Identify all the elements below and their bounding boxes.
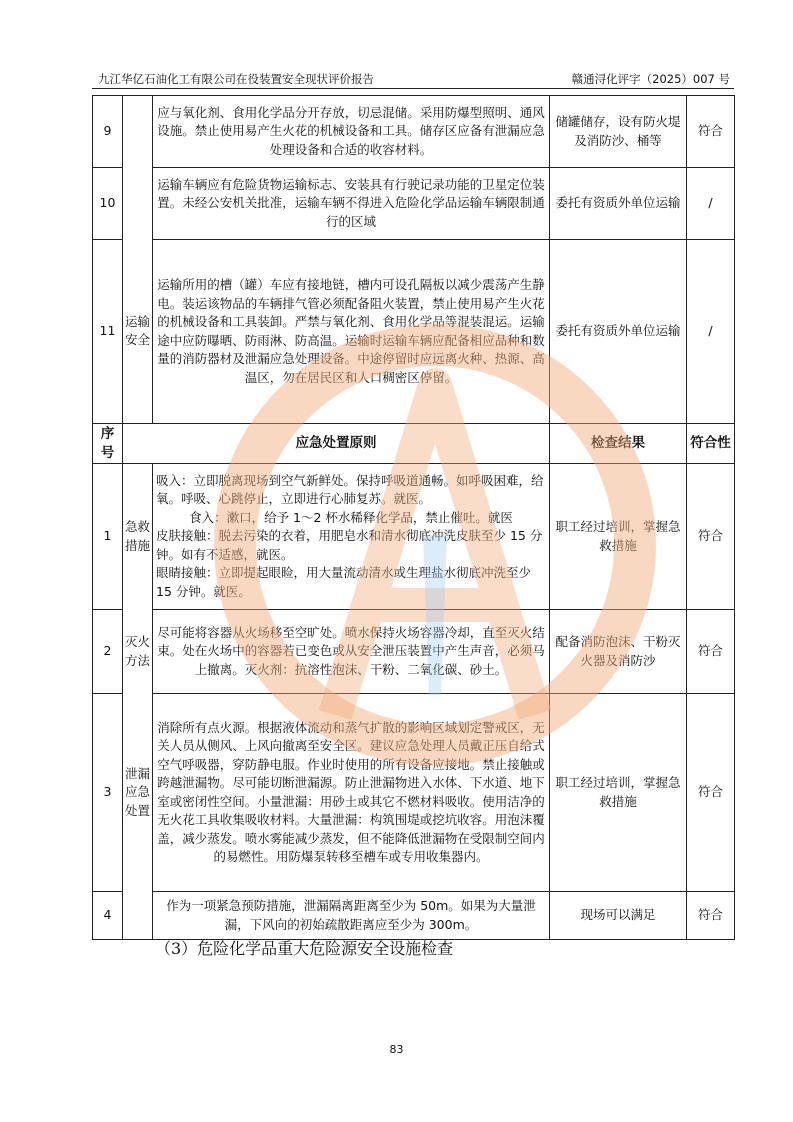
principle-line: 吸入：立即脱离现场到空气新鲜处。保持呼吸道通畅。如呼吸困难，给氧。呼吸、心跳停止，立即进行心肺复苏。就医。 <box>156 472 544 507</box>
category-cell <box>123 168 153 240</box>
principle-text: 作为一项紧急预防措施，泄漏隔离距离至少为 50m。如果为大量泄漏，下风向的初始疏散距离应至少为 300m。 <box>153 892 550 940</box>
header-principle: 应急处置原则 <box>123 424 550 464</box>
principle-text: 尽可能将容器从火场移至空旷处。喷水保持火场容器冷却，直至灭火结束。处在火场中的容器若已变色或从安全泄压装置中产生声音，必须马上撤离。灭火剂：抗溶性泡沫、干粉、二氧化碳、砂土。 <box>153 610 550 694</box>
table-row <box>93 168 735 240</box>
requirement-text: 应与氧化剂、食用化学品分开存放，切忌混储。采用防爆型照明、通风设施。禁止使用易产生火花的机械设备和工具。储存区应备有泄漏应急处理设备和合适的收容材料。 <box>153 96 550 168</box>
table-row <box>93 240 735 424</box>
report-title: 九江华亿石油化工有限公司在役装置安全现状评价报告 <box>98 72 374 86</box>
check-result: 配备消防泡沫、干粉灭火器及消防沙 <box>550 610 687 694</box>
check-result: 委托有资质外单位运输 <box>550 240 687 424</box>
category-cell <box>123 892 153 940</box>
category-first-aid: 急救措施 <box>123 464 153 610</box>
category-cell <box>123 96 153 168</box>
safety-check-table <box>92 95 735 940</box>
table-row <box>93 464 735 610</box>
row-number: 2 <box>93 610 123 694</box>
conformity: 符合 <box>687 96 735 168</box>
principle-text <box>153 464 550 610</box>
conformity: / <box>687 240 735 424</box>
row-number: 4 <box>93 892 123 940</box>
table-row <box>93 610 735 694</box>
header-number: 序号 <box>93 424 123 464</box>
conformity: 符合 <box>687 464 735 610</box>
header-result: 检查结果 <box>550 424 687 464</box>
table-row <box>93 892 735 940</box>
check-result: 职工经过培训，掌握急救措施 <box>550 464 687 610</box>
category-fire-fighting: 灭火方法 <box>123 610 153 694</box>
conformity: 符合 <box>687 610 735 694</box>
conformity: / <box>687 168 735 240</box>
row-number: 9 <box>93 96 123 168</box>
page-number: 83 <box>389 1043 404 1056</box>
conformity: 符合 <box>687 892 735 940</box>
table-row <box>93 694 735 892</box>
row-number: 1 <box>93 464 123 610</box>
category-transport: 运输安全 <box>123 240 153 424</box>
row-number: 10 <box>93 168 123 240</box>
principle-line: 食入：漱口，给予 1～2 杯水稀释化学品，禁止催吐。就医 <box>189 509 513 525</box>
page-header <box>92 70 734 89</box>
principle-line: 眼睛接触：立即提起眼睑，用大量流动清水或生理盐水彻底冲洗至少 15 分钟。就医。 <box>156 565 532 599</box>
check-result: 储罐储存，设有防火堤及消防沙、桶等 <box>550 96 687 168</box>
check-result: 委托有资质外单位运输 <box>550 168 687 240</box>
row-number: 11 <box>93 240 123 424</box>
check-result: 现场可以满足 <box>550 892 687 940</box>
report-number: 赣通浔化评字（2025）007 号 <box>571 72 730 86</box>
principle-line: 皮肤接触：脱去污染的衣着，用肥皂水和清水彻底冲洗皮肤至少 15 分钟。如有不适感，就医。 <box>156 528 543 562</box>
section-caption: （3）危险化学品重大危险源安全设施检查 <box>155 939 454 958</box>
check-result: 职工经过培训，掌握急救措施 <box>550 694 687 892</box>
requirement-text: 运输车辆应有危险货物运输标志、安装具有行驶记录功能的卫星定位装置。未经公安机关批准，运输车辆不得进入危险化学品运输车辆限制通行的区域 <box>153 168 550 240</box>
requirement-text: 运输所用的槽（罐）车应有接地链，槽内可设孔隔板以减少震荡产生静电。装运该物品的车辆排气管必须配备阻火装置，禁止使用易产生火花的机械设备和工具装卸。严禁与氧化剂、食用化学品等混装混运。运输途中应防曝晒、防雨淋、防高温。运输时运输车辆应配备相应品种和数量的消防器材及泄漏应急处理设备。中途停留时应远离火种、热源、高温区，勿在居民区和人口稠密区停留。 <box>153 240 550 424</box>
conformity: 符合 <box>687 694 735 892</box>
table-row <box>93 96 735 168</box>
table-header-row <box>93 424 735 464</box>
row-number: 3 <box>93 694 123 892</box>
principle-text: 消除所有点火源。根据液体流动和蒸气扩散的影响区域划定警戒区，无关人员从侧风、上风向撤离至安全区。建议应急处理人员戴正压自给式空气呼吸器，穿防静电服。作业时使用的所有设备应接地。禁止接触或跨越泄漏物。尽可能切断泄漏源。防止泄漏物进入水体、下水道、地下室或密闭性空间。小量泄漏：用砂土或其它不燃材料吸收。使用洁净的无火花工具收集吸收材料。大量泄漏：构筑围堤或挖坑收容。用泡沫覆盖，减少蒸发。喷水雾能减少蒸发，但不能降低泄漏物在受限制空间内的易燃性。用防爆泵转移至槽车或专用收集器内。 <box>153 694 550 892</box>
category-leak-response: 泄漏应急处置 <box>123 694 153 892</box>
header-conformity: 符合性 <box>687 424 735 464</box>
